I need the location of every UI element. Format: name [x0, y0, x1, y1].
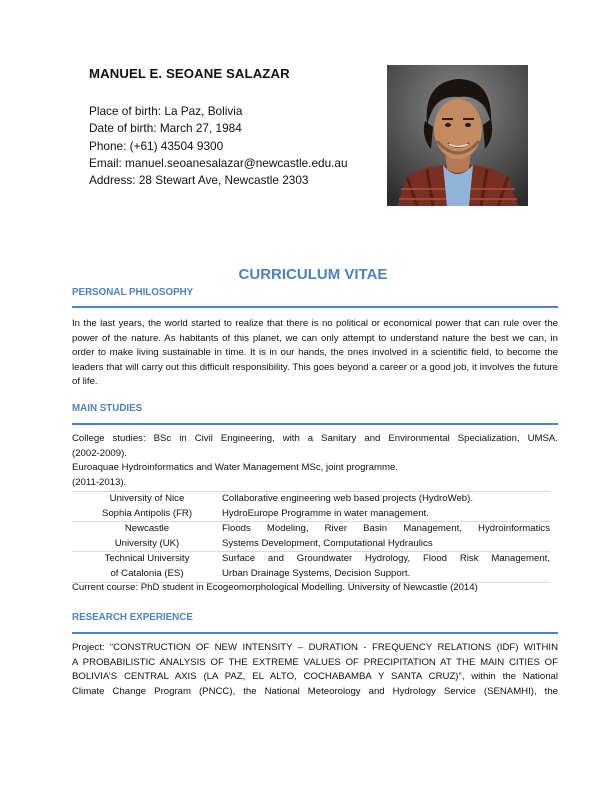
studies-table	[72, 491, 550, 583]
institution-line: University of Nice	[109, 493, 185, 504]
programme-line: Surface and Groundwater Hydrology, Flood Risk Management,	[222, 553, 550, 565]
college-years: (2002-2009).	[72, 448, 127, 459]
personal-info-block	[89, 66, 379, 189]
email: Email: manuel.seoanesalazar@newcastle.edu.au	[89, 155, 348, 170]
section-heading-research-experience: RESEARCH EXPERIENCE	[72, 612, 193, 623]
programme-cell	[222, 552, 550, 582]
programme-line: Collaborative engineering web based projects (HydroWeb).	[222, 493, 473, 504]
section-divider	[72, 423, 558, 425]
table-row	[72, 552, 550, 582]
msc-studies: Euroaquae Hydroinformatics and Water Management MSc, joint programme.	[72, 462, 398, 473]
candidate-name: MANUEL E. SEOANE SALAZAR	[89, 66, 290, 81]
section-divider	[72, 306, 558, 308]
institution-line: Sophia Antipolis (FR)	[101, 507, 193, 519]
section-divider	[72, 632, 558, 634]
place-of-birth: Place of birth: La Paz, Bolivia	[89, 104, 243, 118]
programme-line: Urban Drainage Systems, Decision Support.	[222, 567, 411, 579]
date-of-birth: Date of birth: March 27, 1984	[89, 121, 242, 136]
research-line: A PROBABILISTIC ANALYSIS OF THE EXTREME VALUES OF PRECIPITATION AT THE MAIN CITIES OF	[72, 657, 558, 668]
institution-line: University (UK)	[114, 537, 180, 549]
philosophy-text: In the last years, the world started to realize that there is no political or economical power that can rule over the power of the nature. As habitants of this planet, we can only attempt to understand nature the best we can, in order to make living sustainable in time. It is in our hands, the ones involved in a scientific field, to become the leaders that will carry out this difficult responsibility. This goes beyond a career or a good job, it involves the future of life.	[72, 318, 558, 388]
institution-cell	[72, 522, 222, 552]
programme-line: HydroEurope Programme in water management.	[222, 507, 429, 519]
programme-line: Floods Modeling, River Basin Management, Hydroinformatics	[222, 523, 550, 535]
programme-cell	[222, 492, 550, 522]
college-studies: College studies: BSc in Civil Engineering, with a Sanitary and Environmental Specialization, UMSA.	[72, 433, 558, 444]
research-line: Project: “CONSTRUCTION OF NEW INTENSITY – DURATION - FREQUENCY RELATIONS (IDF) WITHIN	[72, 642, 558, 653]
section-heading-personal-philosophy: PERSONAL PHILOSOPHY	[72, 287, 194, 298]
institution-line: Newcastle	[124, 523, 170, 535]
institution-line: Technical University	[104, 553, 190, 565]
section-heading-main-studies: MAIN STUDIES	[72, 403, 143, 414]
phone: Phone: (+61) 43504 9300	[89, 138, 224, 153]
programme-line: Systems Development, Computational Hydraulics	[222, 537, 433, 549]
cv-title: CURRICULUM VITAE	[238, 266, 388, 283]
current-course: Current course: PhD student in Ecogeomorphological Modelling. University of Newcastle (2014)	[72, 582, 478, 593]
institution-line: of Catalonia (ES)	[110, 567, 184, 579]
portrait-photo-graphic	[387, 65, 528, 206]
msc-years: (2011-2013).	[72, 477, 127, 488]
table-row	[72, 492, 550, 522]
institution-cell	[72, 492, 222, 522]
research-line: BOLIVIA’S CENTRAL AXIS (LA PAZ, EL ALTO, COCHABAMBA Y SANTA CRUZ)”, within the National	[72, 671, 558, 682]
institution-cell	[72, 552, 222, 582]
address: Address: 28 Stewart Ave, Newcastle 2303	[89, 173, 309, 188]
table-row	[72, 522, 550, 552]
research-line: Climate Change Program (PNCC), the National Meteorology and Hydrology Service (SENAMHI), the	[72, 686, 558, 697]
portrait-photo	[387, 65, 528, 206]
programme-cell	[222, 522, 550, 552]
